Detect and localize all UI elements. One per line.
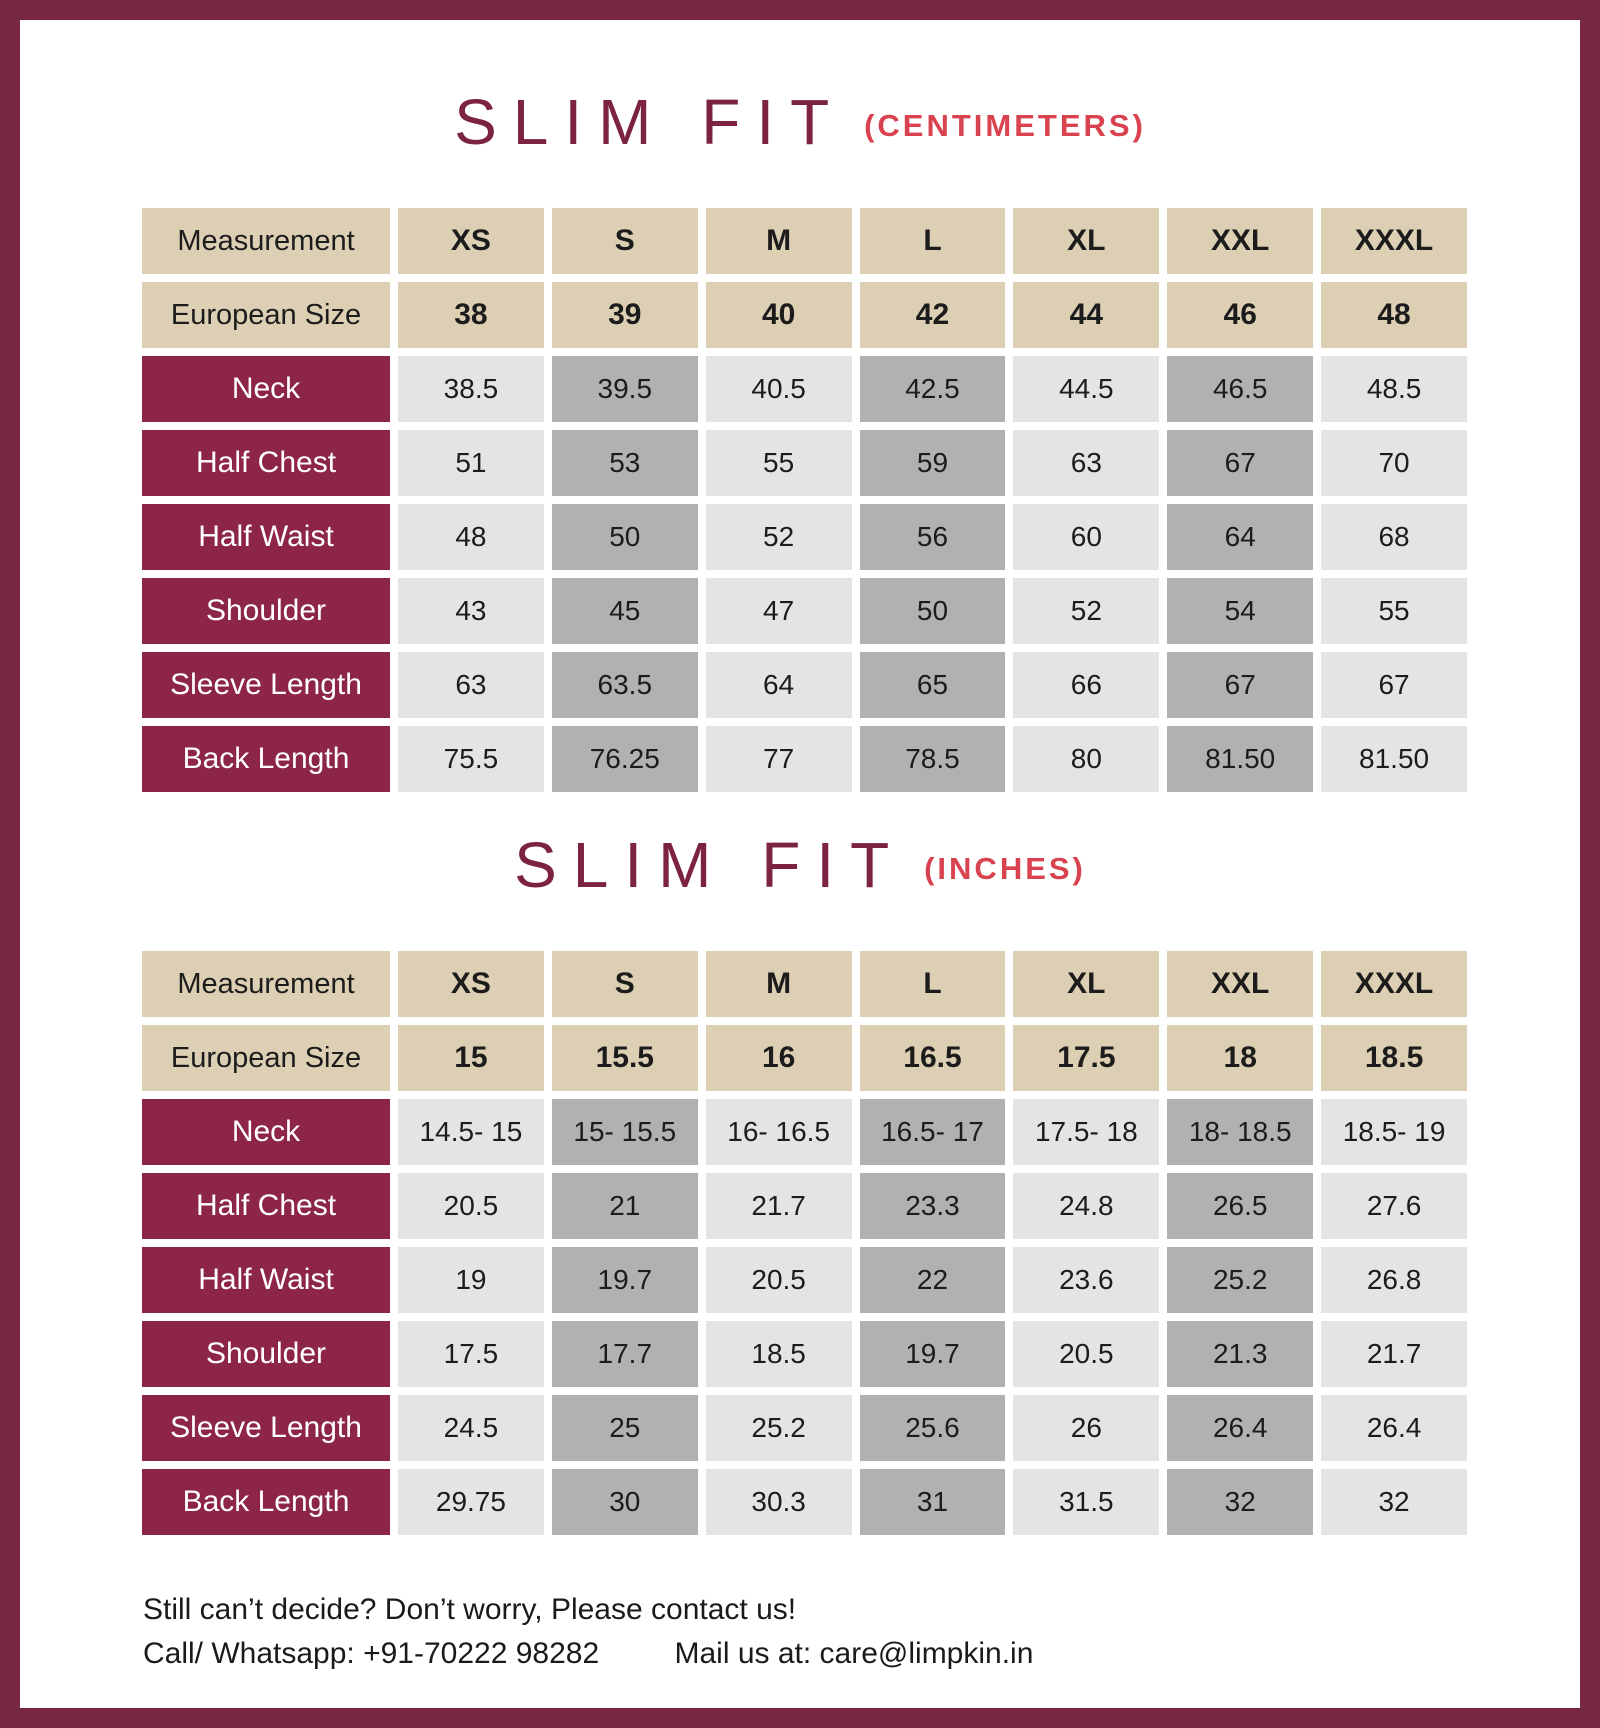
value-cell: 70 [1321,430,1467,496]
footer-mail: Mail us at: care@limpkin.in [674,1637,1034,1670]
value-cell: 63.5 [552,652,698,718]
value-cell: 16.5- 17 [860,1099,1006,1165]
european-size-cell: 44 [1013,282,1159,348]
value-cell: 67 [1167,652,1313,718]
value-cell: 25.6 [860,1395,1006,1461]
value-cell: 26.8 [1321,1247,1467,1313]
size-header-cell: XS [398,208,544,274]
value-cell: 17.7 [552,1321,698,1387]
measurement-header-cell: Measurement [142,951,390,1017]
value-cell: 19.7 [860,1321,1006,1387]
size-header-cell: L [860,208,1006,274]
value-cell: 30 [552,1469,698,1535]
value-cell: 39.5 [552,356,698,422]
row-label-cell: Half Waist [142,1247,390,1313]
value-cell: 42.5 [860,356,1006,422]
european-size-cell: 16.5 [860,1025,1006,1091]
footer-contact [143,1588,1580,1676]
row-label-cell: Half Chest [142,1173,390,1239]
value-cell: 52 [706,504,852,570]
value-cell: 23.6 [1013,1247,1159,1313]
size-header-cell: S [552,951,698,1017]
row-label-cell: Shoulder [142,1321,390,1387]
size-table-centimeters [142,208,1467,792]
value-cell: 27.6 [1321,1173,1467,1239]
value-cell: 25 [552,1395,698,1461]
european-size-cell: 39 [552,282,698,348]
size-header-cell: XL [1013,208,1159,274]
value-cell: 48 [398,504,544,570]
value-cell: 18- 18.5 [1167,1099,1313,1165]
value-cell: 19.7 [552,1247,698,1313]
european-size-label-cell: European Size [142,1025,390,1091]
value-cell: 77 [706,726,852,792]
size-header-cell: S [552,208,698,274]
european-size-cell: 38 [398,282,544,348]
value-cell: 24.8 [1013,1173,1159,1239]
size-table-inches [142,951,1467,1535]
value-cell: 20.5 [706,1247,852,1313]
value-cell: 78.5 [860,726,1006,792]
value-cell: 17.5- 18 [1013,1099,1159,1165]
value-cell: 31.5 [1013,1469,1159,1535]
value-cell: 54 [1167,578,1313,644]
value-cell: 26.4 [1167,1395,1313,1461]
size-header-cell: XXXL [1321,208,1467,274]
row-label-cell: Sleeve Length [142,652,390,718]
row-label-cell: Shoulder [142,578,390,644]
title-unit-inches: (INCHES) [924,851,1086,886]
value-cell: 45 [552,578,698,644]
row-label-cell: Half Waist [142,504,390,570]
value-cell: 51 [398,430,544,496]
value-cell: 21.7 [1321,1321,1467,1387]
value-cell: 81.50 [1321,726,1467,792]
size-header-cell: XXL [1167,208,1313,274]
value-cell: 43 [398,578,544,644]
value-cell: 18.5- 19 [1321,1099,1467,1165]
european-size-label-cell: European Size [142,282,390,348]
value-cell: 32 [1321,1469,1467,1535]
european-size-cell: 40 [706,282,852,348]
footer-line2 [143,1632,1580,1676]
value-cell: 63 [398,652,544,718]
value-cell: 81.50 [1167,726,1313,792]
value-cell: 60 [1013,504,1159,570]
value-cell: 65 [860,652,1006,718]
value-cell: 25.2 [1167,1247,1313,1313]
value-cell: 67 [1167,430,1313,496]
footer-line1: Still can’t decide? Don’t worry, Please contact us! [143,1593,797,1626]
value-cell: 26.4 [1321,1395,1467,1461]
value-cell: 64 [1167,504,1313,570]
size-header-cell: M [706,951,852,1017]
value-cell: 44.5 [1013,356,1159,422]
value-cell: 52 [1013,578,1159,644]
european-size-cell: 48 [1321,282,1467,348]
value-cell: 24.5 [398,1395,544,1461]
row-label-cell: Neck [142,356,390,422]
measurement-header-cell: Measurement [142,208,390,274]
size-header-cell: XXXL [1321,951,1467,1017]
value-cell: 18.5 [706,1321,852,1387]
value-cell: 20.5 [398,1173,544,1239]
value-cell: 21 [552,1173,698,1239]
value-cell: 40.5 [706,356,852,422]
value-cell: 15- 15.5 [552,1099,698,1165]
value-cell: 75.5 [398,726,544,792]
footer-call-whatsapp: Call/ Whatsapp: +91-70222 98282 [143,1637,600,1670]
value-cell: 19 [398,1247,544,1313]
value-cell: 64 [706,652,852,718]
value-cell: 66 [1013,652,1159,718]
row-label-cell: Back Length [142,1469,390,1535]
value-cell: 67 [1321,652,1467,718]
section-title-centimeters [20,86,1580,166]
size-header-cell: M [706,208,852,274]
value-cell: 63 [1013,430,1159,496]
row-label-cell: Neck [142,1099,390,1165]
value-cell: 55 [1321,578,1467,644]
size-header-cell: XL [1013,951,1159,1017]
value-cell: 21.3 [1167,1321,1313,1387]
european-size-cell: 46 [1167,282,1313,348]
value-cell: 68 [1321,504,1467,570]
value-cell: 25.2 [706,1395,852,1461]
row-label-cell: Back Length [142,726,390,792]
european-size-cell: 16 [706,1025,852,1091]
value-cell: 32 [1167,1469,1313,1535]
european-size-cell: 15.5 [552,1025,698,1091]
value-cell: 80 [1013,726,1159,792]
section-title-inches [20,829,1580,909]
value-cell: 14.5- 15 [398,1099,544,1165]
size-header-cell: XS [398,951,544,1017]
value-cell: 53 [552,430,698,496]
title-slim-fit-inches: SLIM FIT [514,829,906,901]
value-cell: 55 [706,430,852,496]
value-cell: 23.3 [860,1173,1006,1239]
value-cell: 16- 16.5 [706,1099,852,1165]
value-cell: 38.5 [398,356,544,422]
value-cell: 76.25 [552,726,698,792]
european-size-cell: 15 [398,1025,544,1091]
value-cell: 31 [860,1469,1006,1535]
size-header-cell: L [860,951,1006,1017]
row-label-cell: Sleeve Length [142,1395,390,1461]
value-cell: 20.5 [1013,1321,1159,1387]
value-cell: 22 [860,1247,1006,1313]
value-cell: 50 [552,504,698,570]
value-cell: 26.5 [1167,1173,1313,1239]
european-size-cell: 17.5 [1013,1025,1159,1091]
title-slim-fit-cm: SLIM FIT [454,86,846,158]
european-size-cell: 42 [860,282,1006,348]
value-cell: 29.75 [398,1469,544,1535]
value-cell: 30.3 [706,1469,852,1535]
value-cell: 48.5 [1321,356,1467,422]
value-cell: 59 [860,430,1006,496]
value-cell: 56 [860,504,1006,570]
title-unit-centimeters: (CENTIMETERS) [864,108,1146,143]
value-cell: 50 [860,578,1006,644]
size-header-cell: XXL [1167,951,1313,1017]
european-size-cell: 18 [1167,1025,1313,1091]
value-cell: 26 [1013,1395,1159,1461]
value-cell: 47 [706,578,852,644]
value-cell: 17.5 [398,1321,544,1387]
value-cell: 46.5 [1167,356,1313,422]
row-label-cell: Half Chest [142,430,390,496]
value-cell: 21.7 [706,1173,852,1239]
european-size-cell: 18.5 [1321,1025,1467,1091]
